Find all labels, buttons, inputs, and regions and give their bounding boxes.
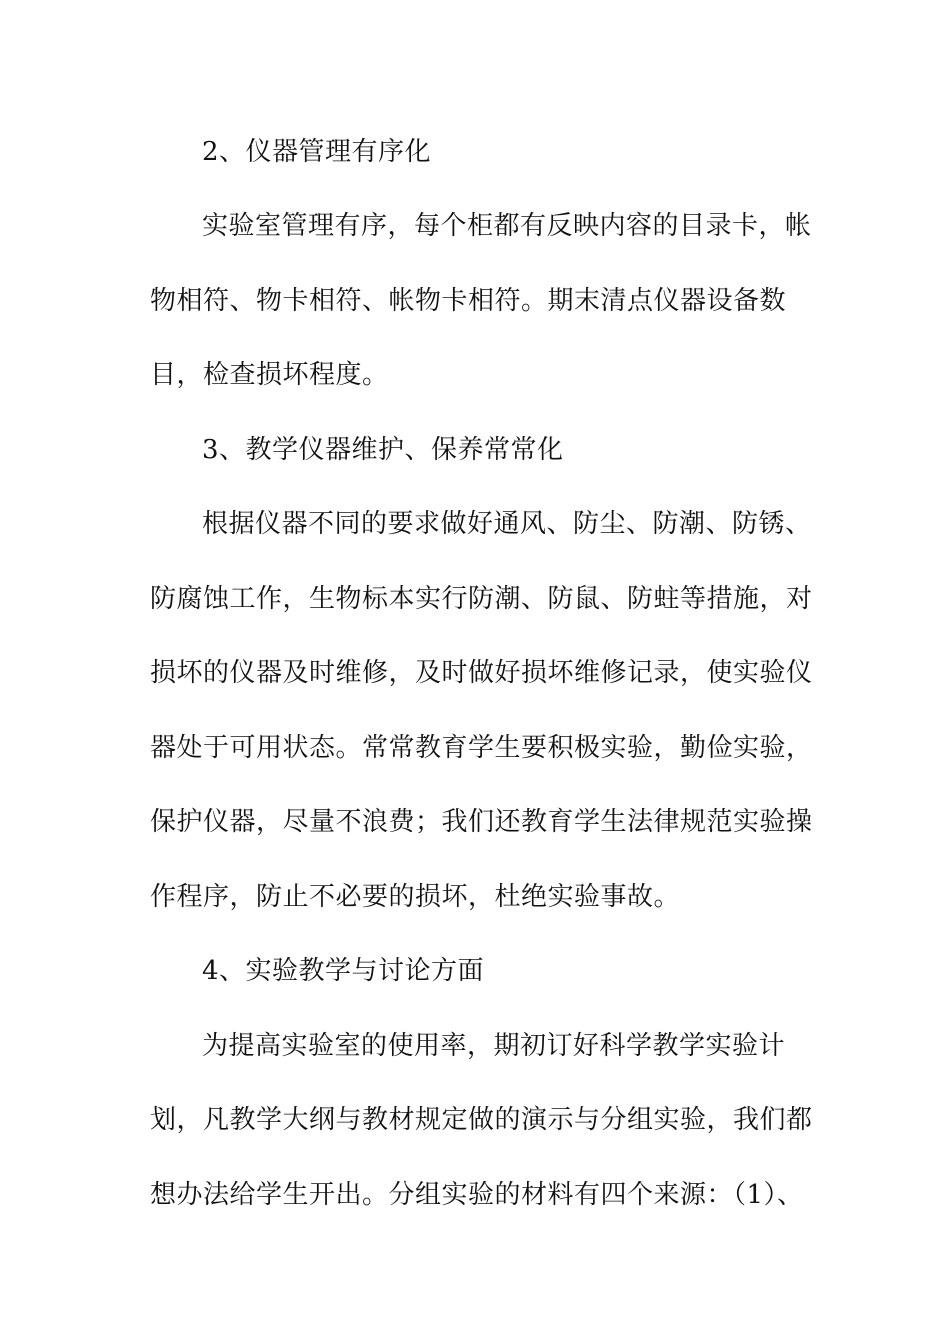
paragraph-line: 防腐蚀工作，生物标本实行防潮、防鼠、防蛀等措施，对	[150, 584, 813, 614]
paragraph-line: 器处于可用状态。常常教育学生要积极实验，勤俭实验，	[150, 733, 813, 763]
section-heading-2: 2、仪器管理有序化	[202, 137, 432, 167]
section-heading-3: 3、教学仪器维护、保养常常化	[202, 435, 564, 465]
paragraph-line: 为提高实验室的使用率，期初订好科学教学实验计	[202, 1031, 786, 1061]
paragraph-line: 目，检查损坏程度。	[150, 360, 389, 390]
paragraph-line: 损坏的仪器及时维修，及时做好损坏维修记录，使实验仪	[150, 658, 813, 688]
paragraph-line: 根据仪器不同的要求做好通风、防尘、防潮、防锈、	[202, 509, 812, 539]
paragraph-line: 划，凡教学大纲与教材规定做的演示与分组实验，我们都	[150, 1105, 813, 1135]
paragraph-line: 物相符、物卡相符、帐物卡相符。期末清点仪器设备数	[150, 286, 787, 316]
paragraph-line: 想办法给学生开出。分组实验的材料有四个来源：（1）、	[150, 1180, 804, 1210]
paragraph-line: 保护仪器，尽量不浪费；我们还教育学生法律规范实验操	[150, 807, 813, 837]
paragraph-line: 作程序，防止不必要的损坏，杜绝实验事故。	[150, 882, 681, 912]
paragraph-line: 实验室管理有序，每个柜都有反映内容的目录卡，帐	[202, 211, 812, 241]
section-heading-4: 4、实验教学与讨论方面	[202, 956, 485, 986]
